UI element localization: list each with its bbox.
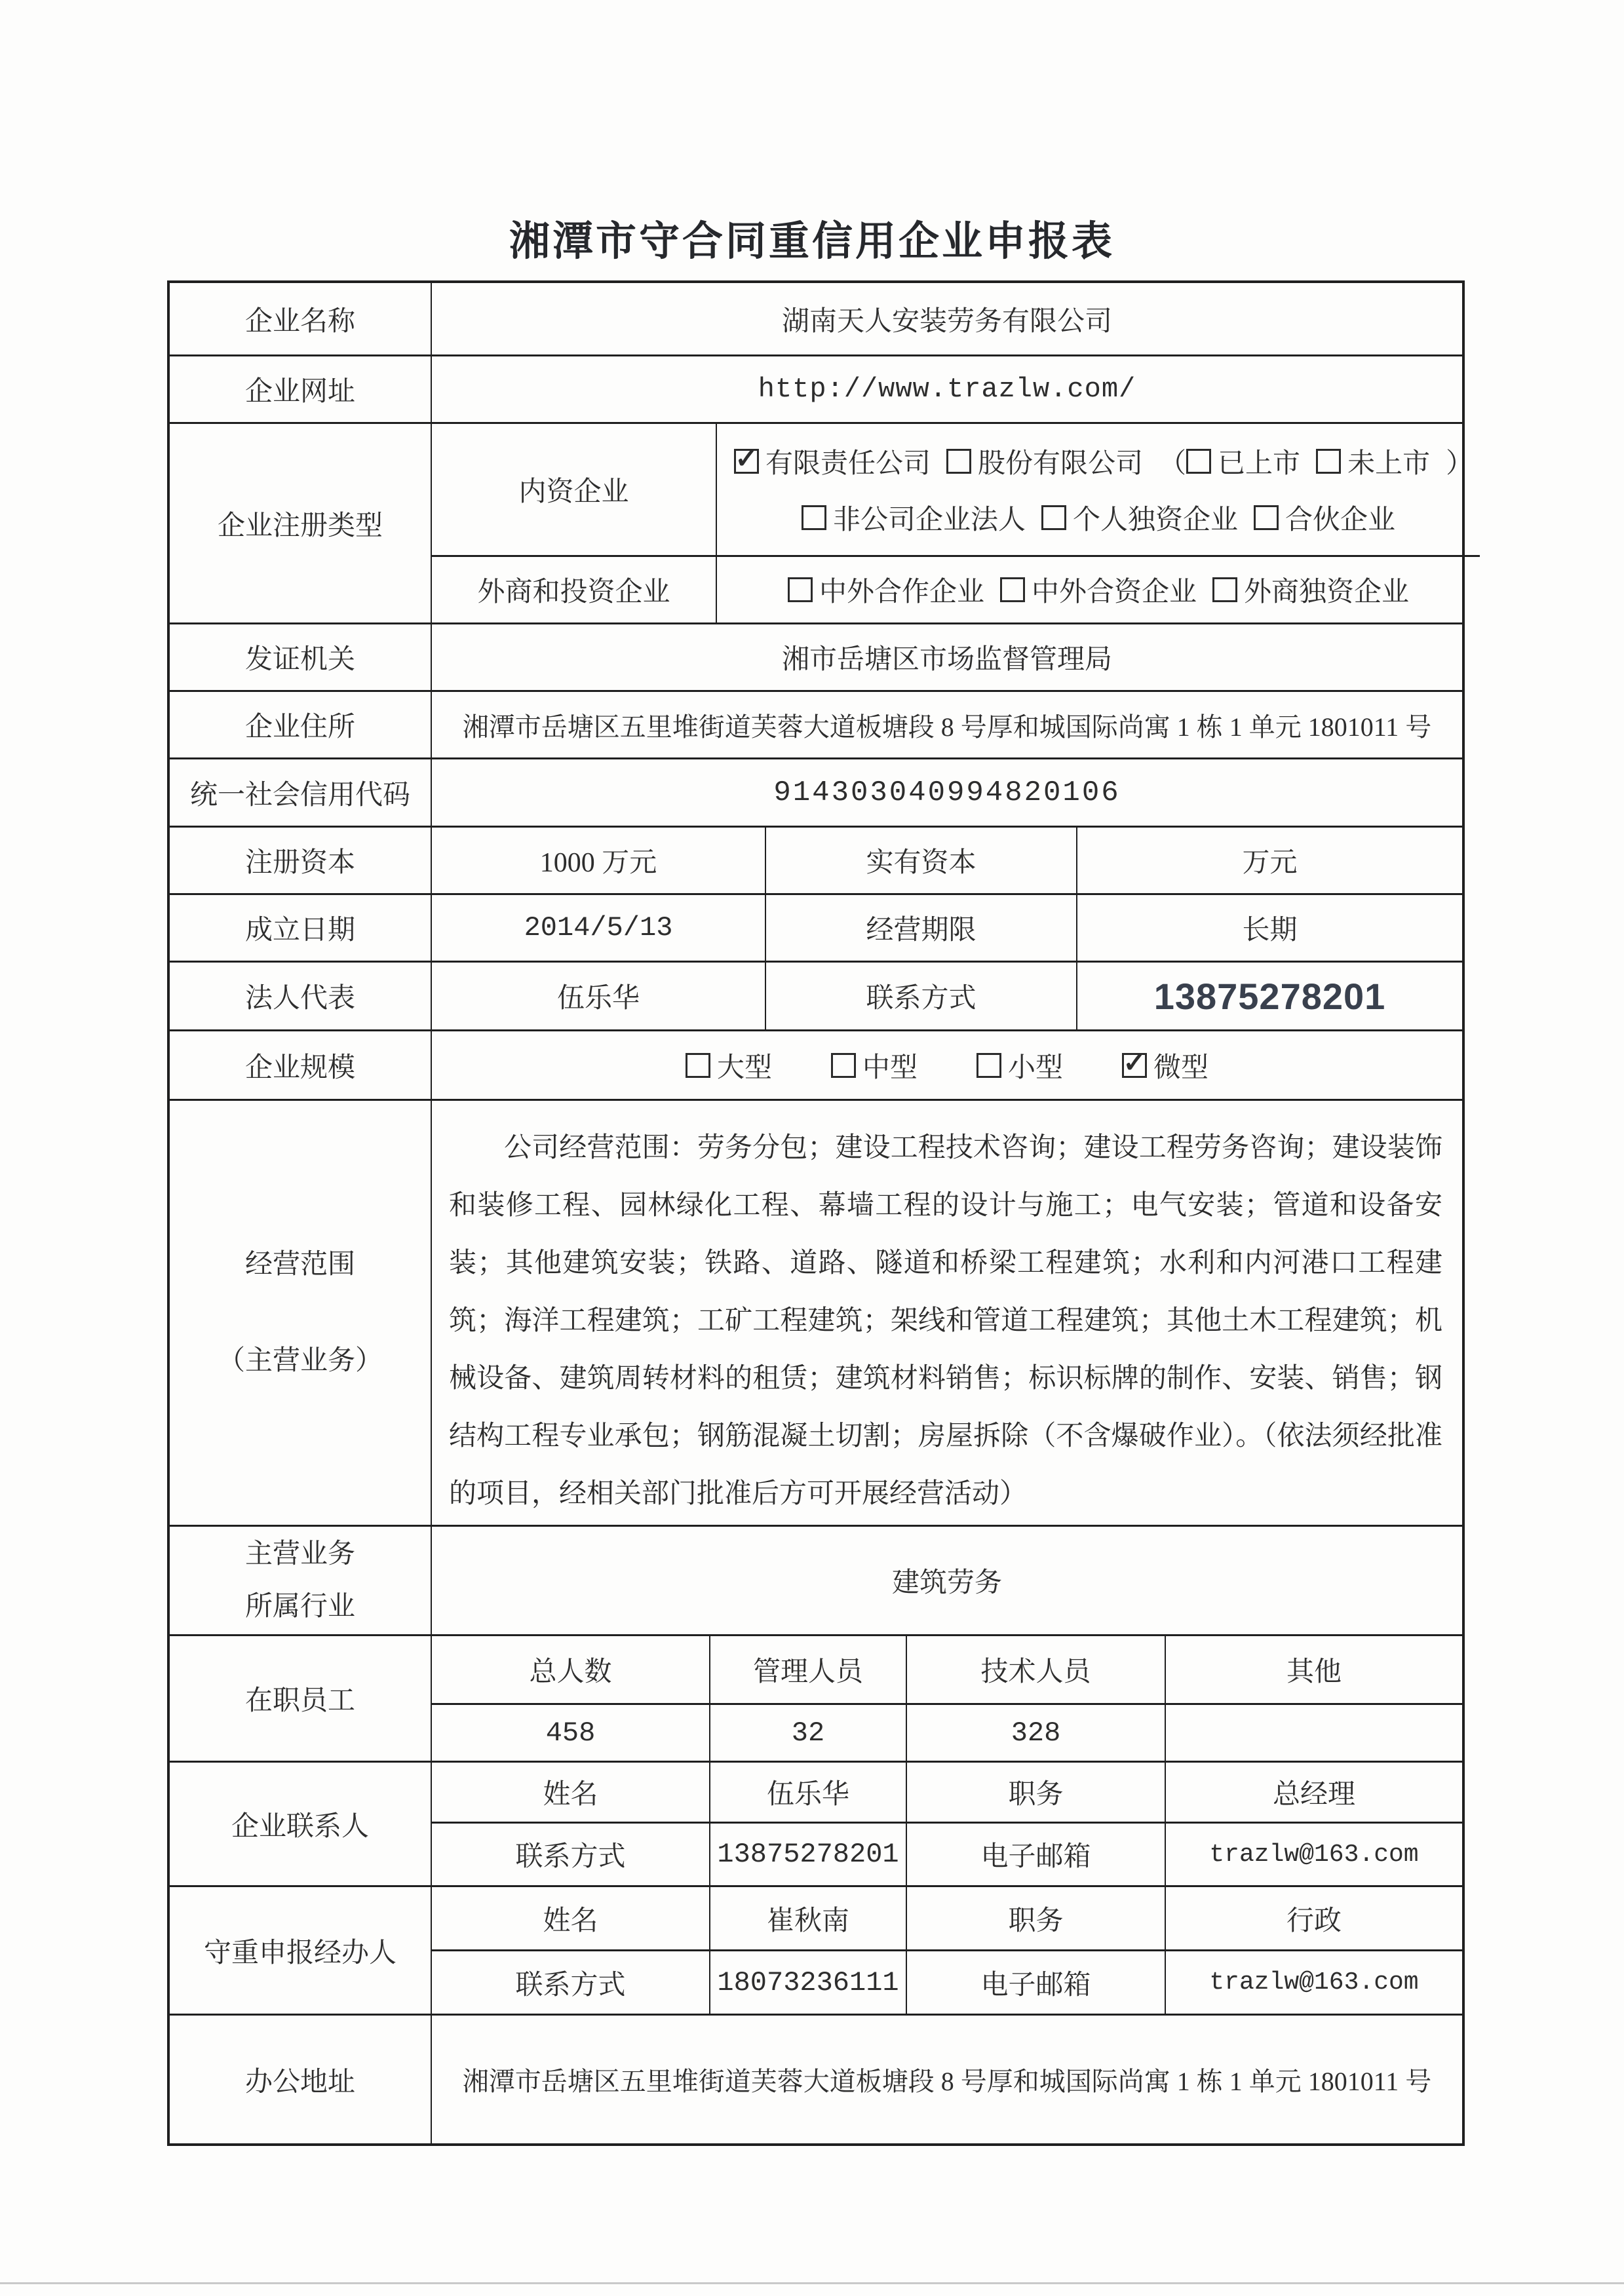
scale-checkbox-group — [432, 1031, 1462, 1099]
row-enterprise-scale — [170, 1031, 1462, 1101]
employees-header-management: 管理人员 — [710, 1636, 907, 1703]
legal-rep-contact-label: 联系方式 — [766, 963, 1077, 1029]
joint-stock-label: 股份有限公司 — [978, 448, 1144, 479]
row-credit-code — [170, 759, 1462, 828]
business-term-label: 经营期限 — [766, 895, 1077, 961]
foreign-checkbox-line — [788, 570, 1409, 609]
founding-date-label: 成立日期 — [170, 895, 432, 961]
employees-header-other: 其他 — [1286, 1657, 1342, 1687]
row-company-address — [170, 692, 1462, 759]
scan-edge-line — [0, 2282, 1624, 2284]
scale-large-option — [686, 1046, 772, 1085]
website-label: 企业网址 — [170, 356, 432, 422]
registration-foreign-subrow — [432, 557, 1480, 622]
contact-email-label: 电子邮箱 — [907, 1824, 1166, 1885]
agent-email-value: trazlw@163.com — [1209, 1968, 1419, 1997]
contact-phone-subrow — [432, 1824, 1462, 1885]
employees-other-value — [1166, 1705, 1462, 1761]
declaration-agent-label: 守重申报经办人 — [170, 1887, 432, 2014]
row-founding-date — [170, 895, 1462, 963]
partnership-label: 合伙企业 — [1285, 505, 1396, 536]
contact-position-value: 总经理 — [1272, 1780, 1355, 1810]
sole-proprietorship-option — [1041, 498, 1238, 537]
contact-name-value: 伍乐华 — [710, 1763, 907, 1822]
employees-header-subrow — [432, 1636, 1462, 1705]
contact-phone-value: 13875278201 — [710, 1824, 907, 1885]
company-name-label: 企业名称 — [170, 283, 432, 354]
agent-position-value: 行政 — [1286, 1905, 1342, 1936]
row-business-scope — [170, 1101, 1462, 1527]
legal-representative-value: 伍乐华 — [432, 963, 766, 1029]
agent-email-label: 电子邮箱 — [907, 1951, 1166, 2014]
issuing-authority-value: 湘市岳塘区市场监督管理局 — [781, 645, 1112, 675]
legal-representative-label: 法人代表 — [170, 963, 432, 1029]
industry-label: 主营业务 所属行业 — [170, 1527, 432, 1634]
registration-type-label: 企业注册类型 — [170, 424, 432, 622]
scale-small-label: 小型 — [1008, 1052, 1064, 1083]
company-contact-label: 企业联系人 — [170, 1763, 432, 1885]
page-title: 湘潭市守合同重信用企业申报表 — [509, 219, 1115, 264]
unlisted-label: 未上市 — [1347, 448, 1431, 479]
limited-liability-checkbox: ✓ — [735, 444, 758, 474]
website-value: http://www.trazlw.com/ — [758, 373, 1136, 405]
row-registration-type — [170, 424, 1474, 624]
registration-domestic-subrow — [432, 424, 1480, 557]
row-company-name — [170, 283, 1462, 356]
employees-technical-value: 328 — [907, 1705, 1166, 1761]
employees-label: 在职员工 — [170, 1636, 432, 1761]
wholly-foreign-owned-checkbox — [1212, 577, 1237, 602]
scale-medium-label: 中型 — [862, 1052, 918, 1083]
scale-medium-checkbox — [831, 1053, 856, 1078]
form-table — [167, 280, 1474, 2146]
scale-small-option — [976, 1046, 1063, 1085]
credit-code-value: 914303040994820106 — [773, 776, 1121, 809]
office-address-label: 办公地址 — [170, 2016, 432, 2143]
contact-email-value: trazlw@163.com — [1209, 1840, 1419, 1869]
listed-checkbox — [1186, 449, 1211, 474]
business-scope-label: 经营范围 （主营业务） — [170, 1101, 432, 1525]
agent-name-label: 姓名 — [432, 1887, 710, 1949]
agent-phone-value: 18073236111 — [710, 1951, 907, 2014]
legal-rep-contact-value: 13875278201 — [1153, 975, 1386, 1017]
partnership-option — [1254, 498, 1395, 537]
scale-large-label: 大型 — [716, 1052, 772, 1083]
scale-small-checkbox — [976, 1053, 1001, 1078]
listed-group-paren-open: （ — [1159, 448, 1187, 479]
business-scope-cell — [432, 1101, 1462, 1525]
limited-liability-label: 有限责任公司 — [765, 448, 931, 479]
enterprise-scale-label: 企业规模 — [170, 1031, 432, 1099]
office-address-value: 湘潭市岳塘区五里堆街道芙蓉大道板塘段 8 号厚和城国际尚寓 1 栋 1 单元 1801011 号 — [462, 2067, 1432, 2096]
sino-foreign-cooperative-option — [788, 570, 984, 609]
employees-values-subrow — [432, 1705, 1462, 1761]
agent-name-value: 崔秋南 — [710, 1887, 907, 1949]
scale-medium-option — [831, 1046, 918, 1085]
sino-foreign-joint-venture-checkbox — [1000, 577, 1025, 602]
unlisted-checkbox — [1316, 449, 1341, 474]
agent-phone-label: 联系方式 — [432, 1951, 710, 2014]
row-company-contact — [170, 1763, 1462, 1887]
scale-micro-label: 微型 — [1153, 1052, 1209, 1083]
agent-phone-subrow — [432, 1951, 1462, 2014]
row-declaration-agent — [170, 1887, 1462, 2016]
contact-position-label: 职务 — [907, 1763, 1166, 1822]
industry-value: 建筑劳务 — [891, 1568, 1002, 1598]
scale-checkbox-line — [686, 1046, 1208, 1085]
employees-header-technical: 技术人员 — [907, 1636, 1166, 1703]
sino-foreign-cooperative-checkbox — [788, 577, 813, 602]
company-address-value: 湘潭市岳塘区五里堆街道芙蓉大道板塘段 8 号厚和城国际尚寓 1 栋 1 单元 1801011 号 — [462, 712, 1432, 742]
row-issuing-authority — [170, 624, 1462, 692]
wholly-foreign-owned-option — [1212, 570, 1409, 609]
sino-foreign-joint-venture-label: 中外合资企业 — [1032, 577, 1197, 607]
issuing-authority-label: 发证机关 — [170, 624, 432, 690]
scale-micro-checkbox: ✓ — [1123, 1048, 1146, 1079]
unlisted-option — [1316, 442, 1430, 481]
foreign-enterprise-label: 外商和投资企业 — [432, 557, 717, 622]
sino-foreign-cooperative-label: 中外合作企业 — [819, 577, 985, 607]
listed-label: 已上市 — [1218, 448, 1301, 479]
business-term-value: 长期 — [1242, 915, 1298, 946]
joint-stock-checkbox — [946, 449, 971, 474]
paid-in-capital-label: 实有资本 — [766, 828, 1077, 893]
contact-name-subrow — [432, 1763, 1462, 1824]
domestic-checkbox-line-1 — [724, 442, 1473, 481]
paid-in-capital-value: 万元 — [1242, 848, 1298, 878]
domestic-checkbox-group — [717, 424, 1480, 555]
company-address-label: 企业住所 — [170, 692, 432, 757]
non-company-legal-person-label: 非公司企业法人 — [833, 505, 1026, 536]
limited-liability-option — [734, 442, 931, 481]
non-company-legal-person-option — [802, 498, 1026, 537]
contact-phone-label: 联系方式 — [432, 1824, 710, 1885]
agent-position-label: 职务 — [907, 1887, 1166, 1949]
employees-management-value: 32 — [710, 1705, 907, 1761]
contact-name-label: 姓名 — [432, 1763, 710, 1822]
row-legal-representative — [170, 963, 1462, 1031]
sino-foreign-joint-venture-option — [1000, 570, 1197, 609]
domestic-checkbox-line-2 — [802, 498, 1395, 537]
row-website — [170, 356, 1462, 424]
wholly-foreign-owned-label: 外商独资企业 — [1244, 577, 1410, 607]
domestic-enterprise-label: 内资企业 — [432, 424, 717, 555]
employees-total-value: 458 — [432, 1705, 710, 1761]
employees-header-total: 总人数 — [432, 1636, 710, 1703]
foreign-checkbox-group — [717, 557, 1480, 622]
joint-stock-option — [946, 442, 1143, 481]
credit-code-label: 统一社会信用代码 — [170, 759, 432, 826]
founding-date-value: 2014/5/13 — [432, 895, 766, 961]
sole-proprietorship-checkbox — [1041, 505, 1066, 530]
row-employees — [170, 1636, 1462, 1763]
row-office-address — [170, 2016, 1462, 2143]
business-scope-text: 公司经营范围：劳务分包；建设工程技术咨询；建设工程劳务咨询；建设装饰和装修工程、园林绿化工程、幕墙工程的设计与施工；电气安装；管道和设备安装；其他建筑安装；铁路、道路、隧道和桥梁工程建筑；水利和内河港口工程建筑；海洋工程建筑；工矿工程建筑；架线和管道工程建筑；其他土木工程建筑；机械设备、建筑周转材料的租赁；建筑材料销售；标识标牌的制作、安装、销售；钢结构工程专业承包；钢筋混凝土切割；房屋拆除（不含爆破作业）。（依法须经批准的项目，经相关部门批准后方可开展经营活动） — [449, 1133, 1442, 1509]
registered-capital-label: 注册资本 — [170, 828, 432, 893]
non-company-legal-person-checkbox — [802, 505, 826, 530]
row-capital — [170, 828, 1462, 895]
scale-micro-option — [1122, 1046, 1208, 1085]
scale-large-checkbox — [686, 1053, 710, 1078]
row-industry — [170, 1527, 1462, 1636]
listed-option — [1186, 442, 1300, 481]
company-name-value: 湖南天人安装劳务有限公司 — [781, 306, 1112, 337]
sole-proprietorship-label: 个人独资企业 — [1073, 505, 1239, 536]
partnership-checkbox — [1254, 505, 1279, 530]
listed-group-paren-close: ） — [1446, 448, 1474, 479]
registered-capital-value: 1000 万元 — [432, 828, 766, 893]
agent-name-subrow — [432, 1887, 1462, 1951]
